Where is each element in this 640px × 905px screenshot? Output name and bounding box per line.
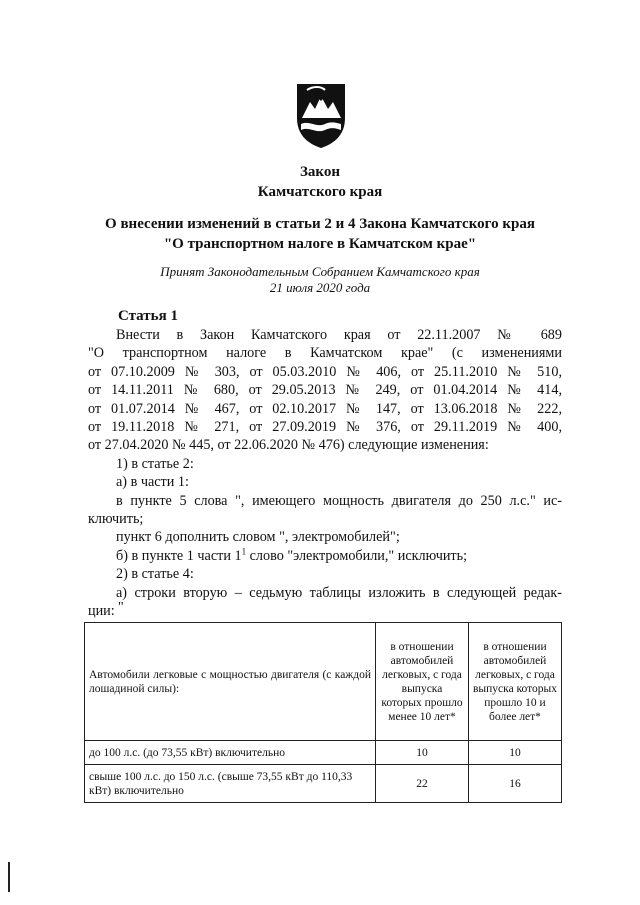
intro-last-line: от 27.04.2020 № 445, от 22.06.2020 № 476) следующие изменения:	[88, 437, 489, 454]
list-item: 2) в статье 4:	[116, 566, 194, 583]
row-label: свыше 100 л.с. до 150 л.с. (свыше 73,55 кВт до 110,33 кВт) включительно	[85, 765, 376, 803]
table-row	[85, 765, 562, 803]
article-heading: Статья 1	[118, 308, 178, 324]
row-value: 10	[468, 741, 561, 765]
intro-line: от 07.10.2009 № 303, от 05.03.2010 № 406, от 25.11.2010 № 510,	[88, 363, 562, 380]
opening-quote: "	[118, 600, 124, 615]
scan-margin-mark	[8, 862, 10, 892]
header-cell: Автомобили легковые с мощностью двигателя (с каждой лошадиной силы):	[85, 623, 376, 741]
intro-line: Внести в Закон Камчатского края от 22.11.2007 № 689	[116, 327, 562, 343]
row-value: 10	[376, 741, 469, 765]
item-text: слово "электромобили," исключить;	[246, 547, 468, 564]
article-body	[88, 326, 562, 621]
list-item	[88, 547, 562, 565]
adopted-line-2: 21 июля 2020 года	[269, 280, 371, 295]
item-text: б) в пункте 1 части 1	[116, 547, 242, 564]
title-line-1: Закон	[299, 164, 340, 180]
law-subject	[0, 214, 640, 254]
list-item: 1) в статье 2:	[116, 455, 194, 472]
row-label: до 100 л.с. (до 73,55 кВт) включительно	[85, 741, 376, 765]
intro-line: от 01.07.2014 № 467, от 02.10.2017 № 147, от 13.06.2018 № 222,	[88, 400, 562, 417]
header-cell: в отношении автомобилей легковых, с года выпуска которых прошло менее 10 лет*	[376, 623, 469, 741]
tax-rates-table	[84, 622, 562, 803]
list-item-cont: ключить;	[88, 511, 144, 528]
title-line-2: Камчатского края	[257, 184, 383, 200]
header-cell: в отношении автомобилей легковых, с года выпуска которых прошло 10 и более лет*	[468, 623, 561, 741]
superscript: 1	[241, 546, 247, 557]
row-value: 16	[468, 765, 561, 803]
table-row	[85, 741, 562, 765]
list-item: в пункте 5 слова ", имеющего мощность двигателя до 250 л.с." ис-	[116, 492, 562, 509]
kamchatka-coat-of-arms-icon	[291, 78, 351, 150]
list-item-cont: ции:	[88, 603, 115, 620]
subject-line-1: О внесении изменений в статьи 2 и 4 Закона Камчатского края	[105, 216, 535, 232]
row-value: 22	[376, 765, 469, 803]
law-title	[0, 162, 640, 202]
adoption-note	[0, 264, 640, 296]
list-item: пункт 6 дополнить словом ", электромобилей";	[116, 529, 400, 546]
list-item: а) в части 1:	[116, 474, 189, 491]
intro-line: от 14.11.2011 № 680, от 29.05.2013 № 249, от 01.04.2014 № 414,	[88, 382, 562, 399]
intro-line: "О транспортном налоге в Камчатском крае" (с изменениями	[88, 345, 562, 362]
list-item: а) строки вторую – седьмую таблицы изложить в следующей редак-	[116, 584, 562, 601]
subject-line-2: "О транспортном налоге в Камчатском крае"	[163, 236, 477, 252]
table-header-row	[85, 623, 562, 741]
intro-line: от 19.11.2018 № 271, от 27.09.2019 № 376, от 29.11.2019 № 400,	[88, 419, 562, 436]
adopted-line-1: Принят Законодательным Собранием Камчатского края	[160, 264, 480, 279]
